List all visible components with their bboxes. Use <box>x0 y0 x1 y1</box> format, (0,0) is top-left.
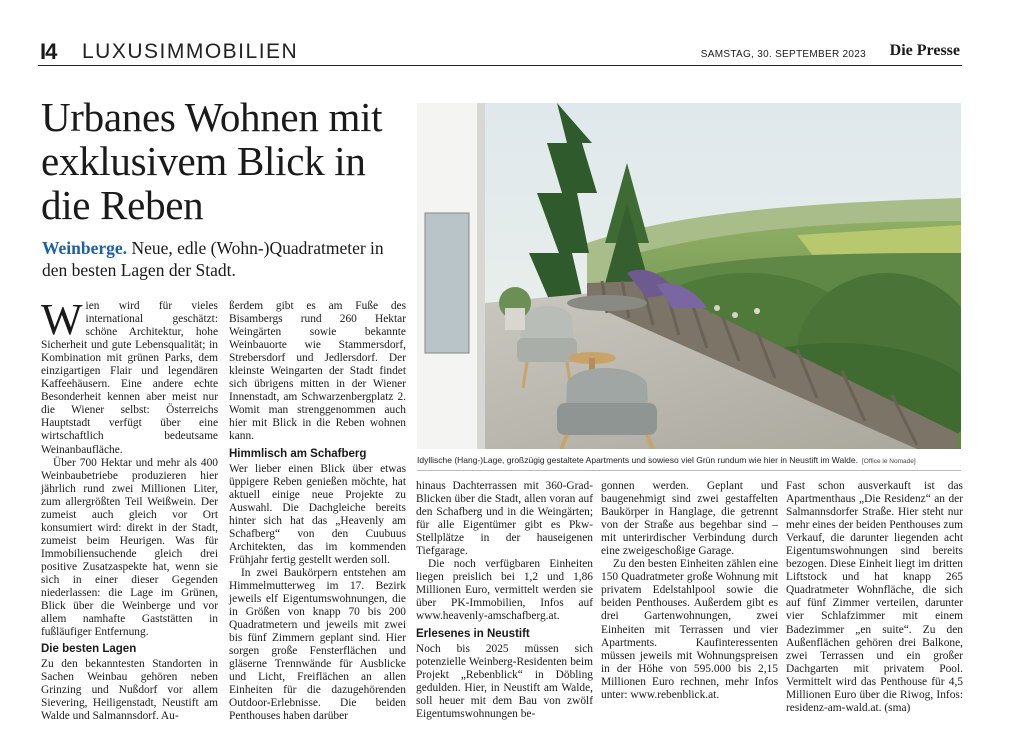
paragraph: Zu den besten Einheiten zählen eine 150 Quadratmeter große Wohnung mit privatem Edelstahlpool sowie die beiden Penthouses. Außerdem gibt es drei Gartenwohnungen, zwei Einheiten mit Terrassen und vier Apartments. Kaufinteressenten müssen jeweils mit Wohnungspreisen in der Höhe von 595.000 bis 2,15 Millionen Euro rechnen, mehr Infos unter: www.rebenblick.at. <box>601 558 778 701</box>
paragraph: In zwei Baukörpern entstehen am Himmelmutterweg im 17. Bezirk jeweils elf Eigentumswohnungen, die in Größen von knapp 70 bis 200 Quadratmetern und jeweils mit zwei bis fünf Zimmern geplant sind. Hier sorgen große Fensterflächen und gläserne Trennwände für Ausblicke und Licht, Freiflächen an allen Einheiten für die dazugehörenden Outdoor-Erlebnisse. Die beiden Penthouses haben darüber <box>229 566 406 723</box>
issue-date: SAMSTAG, 30. SEPTEMBER 2023 <box>700 49 866 60</box>
paragraph: gonnen werden. Geplant und baugenehmigt sind zwei gestaffelten Baukörper in Hanglage, die getrennt von der Straße aus begehbar sind – mit unterirdischer Verbindung durch eine zweigeschoßige Garage. <box>601 480 778 558</box>
newspaper-logo: Die Presse <box>889 42 960 59</box>
article-headline: Urbanes Wohnen mit exklusivem Blick in die Reben <box>41 94 383 228</box>
paragraph: hinaus Dachterrassen mit 360-Grad-Blicken über die Stadt, allen voran auf den Schafberg und in die Weingärten; für alle Eigentümer gibt es Pkw-Stellplätze in der hauseigenen Tiefgarage. <box>416 480 593 558</box>
text-column-3 <box>416 480 593 721</box>
paragraph: Fast schon ausverkauft ist das Apartmenthaus „Die Residenz“ an der Salmannsdorfer Straße. Hier steht nur mehr eines der beiden Penthouses zum Verkauf, die darunter liegenden acht Eigentumswohnungen sind bereits bezogen. Diese Einheit liegt im dritten Liftstock und hat knapp 265 Quadratmeter Wohnfläche, die sich auf fünf Zimmer verteilen, darunter vier Schlafzimmer mit einem Badezimmer „en suite“. Zu den Außenflächen gehören drei Balkone, zwei Terrassen und ein großer Dachgarten mit privatem Pool. Vermittelt wird das Penthouse für 4,5 Millionen Euro über die Riwog, Infos: residenz-am-wald.at. (sma) <box>786 480 963 714</box>
text-column-2 <box>229 300 406 723</box>
page-number: I4 <box>40 39 57 64</box>
article-subhead <box>42 237 402 281</box>
photo-caption <box>417 455 961 467</box>
paragraph: Wer lieber einen Blick über etwas üppigere Reben genießen möchte, hat aktuell einige neue Projekte zu Auswahl. Die Dachgleiche bereits hinter sich hat das „Heavenly am Schafberg“ von den Cuubuus Architekten, das im kommenden Frühjahr fertig gestellt werden soll. <box>229 462 406 566</box>
paragraph <box>41 295 218 457</box>
subheading: Himmlisch am Schafberg <box>229 447 367 460</box>
page-masthead <box>38 38 962 66</box>
paragraph: Noch bis 2025 müssen sich potenzielle Weinberg-Residenten beim Projekt „Rebenblick“ in Döbling gedulden. Hier, in Neustift am Walde, soll heuer mit dem Bau von zwölf Eigentumswohnungen be- <box>416 642 593 720</box>
article-kicker: Weinberge. <box>42 238 128 258</box>
photo-credit: [Office le Nomade] <box>861 458 916 465</box>
drop-cap: W <box>41 295 83 344</box>
paragraph: ßerdem gibt es am Fuße des Bisambergs rund 260 Hektar Weingärten sowie bekannte Weinbauorte wie Stammersdorf, Strebersdorf und Jedlersdorf. Der kleinste Weingarten der Stadt findet sich übrigens mitten in der Wiener Innenstadt, am Schwarzenbergplatz 2. Womit man strenggenommen auch hier mit Blick in die Reben wohnen kann. <box>229 300 406 443</box>
subheading: Die besten Lagen <box>41 643 137 656</box>
paragraph: Über 700 Hektar und mehr als 400 Weinbaubetriebe produzieren hier jährlich rund zwei Millionen Liter, zum allergrößten Teil Weißwein. Der zumeist auch gleich vor Ort konsumiert wird: direkt in der Stadt, zumeist beim Heurigen. Was für Immobiliensuchende gleich drei positive Zusatzaspekte hat, wenn sie sich in einer dieser Gegenden niederlassen: die Lage im Grünen, Blick über die Weinberge und vor allem namhafte Gaststätten in fußläufiger Entfernung. <box>41 456 218 639</box>
text-column-1 <box>41 295 218 723</box>
paragraph: Die noch verfügbaren Einheiten liegen preislich bei 1,2 und 1,86 Millionen Euro, vermittelt werden sie über PK-Immobilien, Infos auf www.heavenly-amschafberg.at. <box>416 558 593 623</box>
paragraph: Zu den bekanntesten Standorten in Sachen Weinbau gehören neben Grinzing und Nußdorf vor allem Sievering, Heiligenstadt, Neustift am Walde und Salmannsdorf. Au- <box>41 658 218 723</box>
article-photo <box>417 103 961 449</box>
divider <box>417 470 961 471</box>
section-title: LUXUSIMMOBILIEN <box>82 40 299 63</box>
article-subhead-text: Neue, edle (Wohn-)Quadratmeter in den besten Lagen der Stadt. <box>42 238 384 280</box>
text-column-5 <box>786 480 963 715</box>
paragraph-text: ien wird für vieles international geschätzt: schöne Architektur, hohe Sicherheit und gute Lebensqualität; in Kombination mit grünen Parks, dem einzigartigen Flair und legendären Kaffeehäusern. Eine andere echte Besonderheit kennen aber meist nur die Wiener selbst: Österreichs Hauptstadt verfügt über eine wirtschaftlich bedeutsame Weinanbaufläche. <box>41 300 218 456</box>
terrace-vineyard-illustration <box>417 103 961 449</box>
text-column-4 <box>601 480 778 702</box>
subheading: Erlesenes in Neustift <box>416 627 530 640</box>
photo-caption-text: Idyllische (Hang-)Lage, großzügig gestaltete Apartments und sowieso viel Grün rundum wie hier in Neustift im Walde. <box>417 455 858 465</box>
